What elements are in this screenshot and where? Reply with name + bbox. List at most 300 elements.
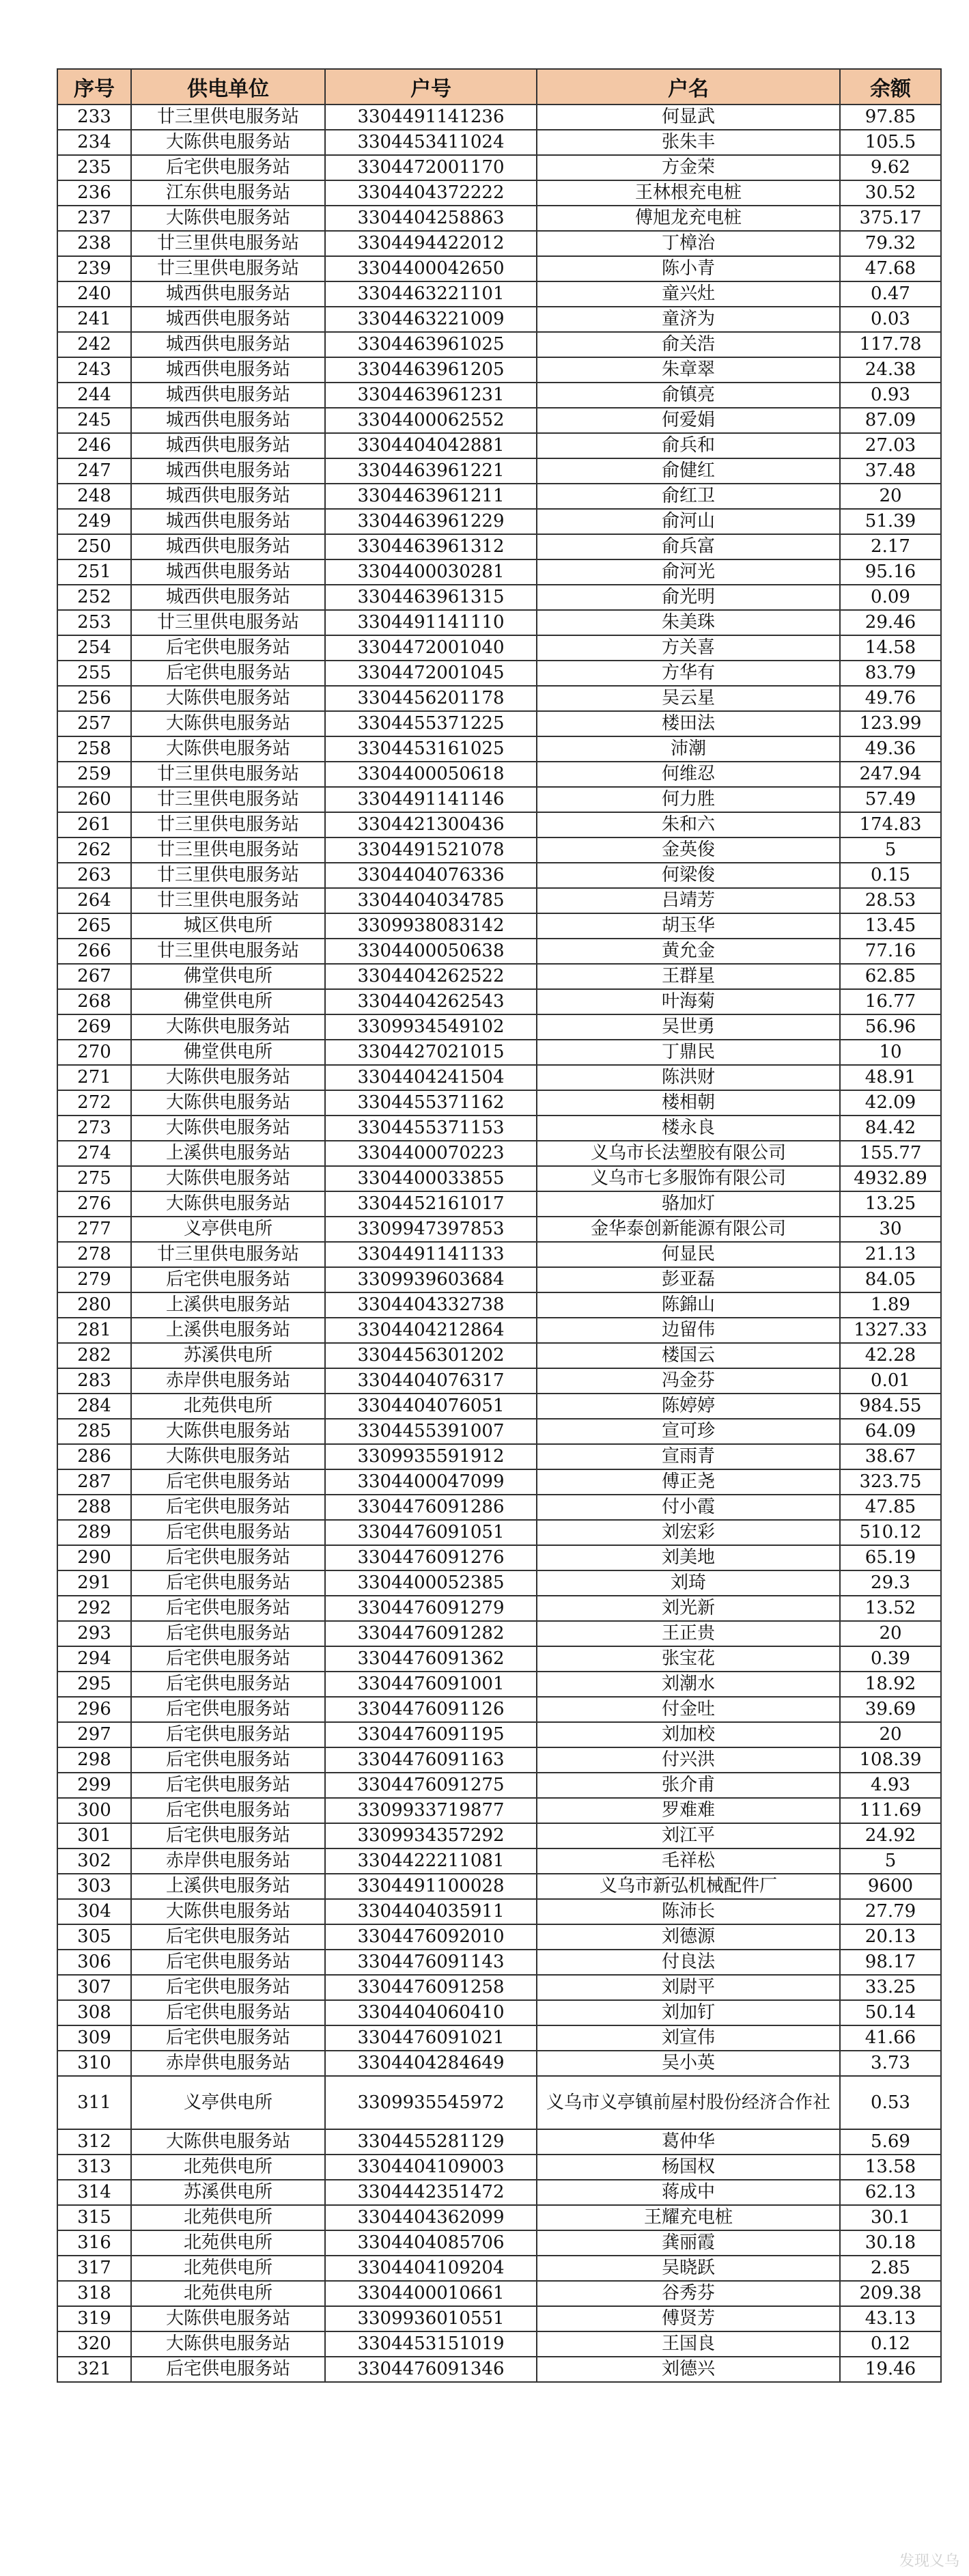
cell-account-name: 刘尉平 xyxy=(537,1975,840,2000)
cell-index: 288 xyxy=(57,1495,131,1520)
table-row xyxy=(57,2025,941,2051)
cell-supply-unit: 后宅供电服务站 xyxy=(131,1747,325,1773)
cell-balance: 5 xyxy=(840,837,941,863)
cell-account-no: 3304476091275 xyxy=(325,1773,537,1798)
cell-balance: 84.42 xyxy=(840,1116,941,1141)
cell-index: 256 xyxy=(57,686,131,711)
cell-account-no: 3304442351472 xyxy=(325,2180,537,2205)
table-row xyxy=(57,2129,941,2155)
cell-balance: 47.68 xyxy=(840,256,941,281)
table-row xyxy=(57,1950,941,1975)
table-row xyxy=(57,458,941,484)
cell-index: 316 xyxy=(57,2230,131,2256)
cell-supply-unit: 上溪供电服务站 xyxy=(131,1874,325,1899)
cell-account-name: 吴世勇 xyxy=(537,1014,840,1040)
table-header xyxy=(57,69,941,105)
cell-account-no: 3304453161025 xyxy=(325,736,537,762)
cell-account-name: 义乌市新弘机械配件厂 xyxy=(537,1874,840,1899)
cell-account-name: 吴晓跃 xyxy=(537,2256,840,2281)
cell-balance: 30.52 xyxy=(840,180,941,206)
cell-supply-unit: 后宅供电服务站 xyxy=(131,1975,325,2000)
table-row xyxy=(57,2051,941,2076)
table-row xyxy=(57,206,941,231)
cell-account-name: 刘潮水 xyxy=(537,1672,840,1697)
table-row xyxy=(57,1798,941,1823)
cell-account-name: 刘宏彩 xyxy=(537,1520,840,1545)
cell-account-name: 骆加灯 xyxy=(537,1191,840,1217)
cell-supply-unit: 城西供电服务站 xyxy=(131,408,325,433)
cell-supply-unit: 廿三里供电服务站 xyxy=(131,939,325,964)
cell-supply-unit: 苏溪供电所 xyxy=(131,1343,325,1368)
cell-account-name: 刘宣伟 xyxy=(537,2025,840,2051)
cell-account-name: 叶海菊 xyxy=(537,989,840,1014)
cell-account-no: 3304476091276 xyxy=(325,1545,537,1570)
cell-index: 309 xyxy=(57,2025,131,2051)
cell-balance: 64.09 xyxy=(840,1419,941,1444)
table-row xyxy=(57,484,941,509)
cell-index: 279 xyxy=(57,1267,131,1292)
cell-supply-unit: 义亭供电所 xyxy=(131,1217,325,1242)
table-row xyxy=(57,1217,941,1242)
cell-supply-unit: 城西供电服务站 xyxy=(131,307,325,332)
table-row xyxy=(57,1545,941,1570)
table-row xyxy=(57,1343,941,1368)
cell-index: 310 xyxy=(57,2051,131,2076)
cell-account-no: 3304463221009 xyxy=(325,307,537,332)
cell-index: 302 xyxy=(57,1848,131,1874)
cell-account-no: 3309933719877 xyxy=(325,1798,537,1823)
cell-account-no: 3309934357292 xyxy=(325,1823,537,1848)
cell-supply-unit: 城西供电服务站 xyxy=(131,484,325,509)
cell-balance: 30 xyxy=(840,1217,941,1242)
cell-index: 247 xyxy=(57,458,131,484)
cell-balance: 2.17 xyxy=(840,534,941,559)
cell-supply-unit: 后宅供电服务站 xyxy=(131,1646,325,1672)
cell-account-name: 刘美地 xyxy=(537,1545,840,1570)
cell-account-no: 3304455281129 xyxy=(325,2129,537,2155)
cell-index: 270 xyxy=(57,1040,131,1065)
cell-balance: 16.77 xyxy=(840,989,941,1014)
cell-account-no: 3304455391007 xyxy=(325,1419,537,1444)
cell-account-name: 丁鼎民 xyxy=(537,1040,840,1065)
cell-balance: 51.39 xyxy=(840,509,941,534)
table-row xyxy=(57,1924,941,1950)
cell-balance: 0.47 xyxy=(840,281,941,307)
cell-supply-unit: 后宅供电服务站 xyxy=(131,1267,325,1292)
cell-account-no: 3304404212864 xyxy=(325,1318,537,1343)
cell-index: 303 xyxy=(57,1874,131,1899)
cell-index: 304 xyxy=(57,1899,131,1924)
table-row xyxy=(57,1166,941,1191)
cell-index: 252 xyxy=(57,585,131,610)
cell-supply-unit: 廿三里供电服务站 xyxy=(131,256,325,281)
cell-account-name: 吕靖芳 xyxy=(537,888,840,913)
table-row xyxy=(57,913,941,939)
cell-balance: 1.89 xyxy=(840,1292,941,1318)
cell-supply-unit: 江东供电服务站 xyxy=(131,180,325,206)
cell-account-name: 吴小英 xyxy=(537,2051,840,2076)
cell-balance: 24.92 xyxy=(840,1823,941,1848)
cell-index: 273 xyxy=(57,1116,131,1141)
cell-balance: 33.25 xyxy=(840,1975,941,2000)
cell-index: 294 xyxy=(57,1646,131,1672)
cell-account-name: 毛祥松 xyxy=(537,1848,840,1874)
header-balance: 余额 xyxy=(840,69,941,105)
cell-index: 268 xyxy=(57,989,131,1014)
cell-balance: 5 xyxy=(840,1848,941,1874)
cell-account-no: 3304463961231 xyxy=(325,383,537,408)
cell-balance: 0.12 xyxy=(840,2331,941,2357)
cell-index: 262 xyxy=(57,837,131,863)
cell-balance: 49.36 xyxy=(840,736,941,762)
cell-account-no: 3304404109003 xyxy=(325,2155,537,2180)
table-row xyxy=(57,787,941,812)
cell-index: 239 xyxy=(57,256,131,281)
table-row xyxy=(57,989,941,1014)
cell-index: 278 xyxy=(57,1242,131,1267)
cell-account-name: 付良法 xyxy=(537,1950,840,1975)
table-row xyxy=(57,281,941,307)
cell-index: 274 xyxy=(57,1141,131,1166)
cell-balance: 0.93 xyxy=(840,383,941,408)
cell-account-no: 3304404109204 xyxy=(325,2256,537,2281)
cell-index: 259 xyxy=(57,762,131,787)
table-row xyxy=(57,2331,941,2357)
table-row xyxy=(57,1899,941,1924)
cell-account-name: 朱美珠 xyxy=(537,610,840,635)
cell-balance: 18.92 xyxy=(840,1672,941,1697)
cell-index: 233 xyxy=(57,105,131,130)
cell-balance: 50.14 xyxy=(840,2000,941,2025)
header-account-no: 户号 xyxy=(325,69,537,105)
cell-account-no: 3304421300436 xyxy=(325,812,537,837)
cell-index: 280 xyxy=(57,1292,131,1318)
table-row xyxy=(57,180,941,206)
cell-balance: 57.49 xyxy=(840,787,941,812)
cell-supply-unit: 北苑供电所 xyxy=(131,2205,325,2230)
cell-balance: 105.5 xyxy=(840,130,941,155)
cell-balance: 20 xyxy=(840,484,941,509)
cell-supply-unit: 大陈供电服务站 xyxy=(131,1899,325,1924)
cell-index: 281 xyxy=(57,1318,131,1343)
cell-account-name: 何显民 xyxy=(537,1242,840,1267)
cell-account-no: 3304404076336 xyxy=(325,863,537,888)
cell-supply-unit: 大陈供电服务站 xyxy=(131,686,325,711)
cell-index: 290 xyxy=(57,1545,131,1570)
cell-index: 255 xyxy=(57,661,131,686)
cell-supply-unit: 后宅供电服务站 xyxy=(131,1672,325,1697)
cell-account-name: 义乌市义亭镇前屋村股份经济合作社 xyxy=(537,2076,840,2129)
cell-account-name: 方华有 xyxy=(537,661,840,686)
cell-index: 242 xyxy=(57,332,131,357)
cell-account-name: 杨国权 xyxy=(537,2155,840,2180)
cell-balance: 1327.33 xyxy=(840,1318,941,1343)
cell-account-name: 王耀充电桩 xyxy=(537,2205,840,2230)
cell-account-name: 俞健红 xyxy=(537,458,840,484)
cell-index: 241 xyxy=(57,307,131,332)
table-row xyxy=(57,812,941,837)
cell-balance: 20 xyxy=(840,1722,941,1747)
cell-supply-unit: 后宅供电服务站 xyxy=(131,2000,325,2025)
cell-index: 301 xyxy=(57,1823,131,1848)
cell-account-no: 3304404060410 xyxy=(325,2000,537,2025)
table-row xyxy=(57,357,941,383)
cell-account-no: 3304404262543 xyxy=(325,989,537,1014)
cell-index: 234 xyxy=(57,130,131,155)
cell-account-no: 3304400052385 xyxy=(325,1570,537,1596)
cell-index: 248 xyxy=(57,484,131,509)
cell-balance: 62.85 xyxy=(840,964,941,989)
cell-account-no: 3304453411024 xyxy=(325,130,537,155)
cell-account-no: 3304452161017 xyxy=(325,1191,537,1217)
cell-index: 276 xyxy=(57,1191,131,1217)
cell-index: 263 xyxy=(57,863,131,888)
cell-balance: 95.16 xyxy=(840,559,941,585)
cell-index: 283 xyxy=(57,1368,131,1394)
cell-account-name: 朱和六 xyxy=(537,812,840,837)
table-row xyxy=(57,686,941,711)
cell-account-no: 3304491521078 xyxy=(325,837,537,863)
table-row xyxy=(57,332,941,357)
cell-supply-unit: 北苑供电所 xyxy=(131,1394,325,1419)
cell-supply-unit: 大陈供电服务站 xyxy=(131,2129,325,2155)
cell-account-name: 刘加钉 xyxy=(537,2000,840,2025)
cell-balance: 510.12 xyxy=(840,1520,941,1545)
cell-balance: 174.83 xyxy=(840,812,941,837)
cell-balance: 30.18 xyxy=(840,2230,941,2256)
cell-supply-unit: 城西供电服务站 xyxy=(131,509,325,534)
cell-account-no: 3304400033855 xyxy=(325,1166,537,1191)
cell-supply-unit: 大陈供电服务站 xyxy=(131,130,325,155)
cell-account-no: 3304491141236 xyxy=(325,105,537,130)
cell-account-no: 3304404034785 xyxy=(325,888,537,913)
cell-index: 284 xyxy=(57,1394,131,1419)
cell-balance: 29.46 xyxy=(840,610,941,635)
cell-account-name: 宣可珍 xyxy=(537,1419,840,1444)
cell-account-no: 3304400062552 xyxy=(325,408,537,433)
cell-supply-unit: 大陈供电服务站 xyxy=(131,1191,325,1217)
cell-account-no: 3304491100028 xyxy=(325,1874,537,1899)
cell-balance: 13.52 xyxy=(840,1596,941,1621)
cell-account-no: 3304463961025 xyxy=(325,332,537,357)
cell-account-no: 3304400042650 xyxy=(325,256,537,281)
header-account-name: 户名 xyxy=(537,69,840,105)
cell-index: 277 xyxy=(57,1217,131,1242)
cell-account-name: 何维忍 xyxy=(537,762,840,787)
cell-account-name: 俞镇亮 xyxy=(537,383,840,408)
cell-account-no: 3304494422012 xyxy=(325,231,537,256)
cell-index: 317 xyxy=(57,2256,131,2281)
table-row xyxy=(57,2357,941,2382)
cell-supply-unit: 上溪供电服务站 xyxy=(131,1141,325,1166)
cell-balance: 47.85 xyxy=(840,1495,941,1520)
table-row xyxy=(57,1116,941,1141)
cell-supply-unit: 廿三里供电服务站 xyxy=(131,837,325,863)
cell-account-name: 楼永良 xyxy=(537,1116,840,1141)
cell-account-no: 3304476091021 xyxy=(325,2025,537,2051)
cell-account-no: 3304455371225 xyxy=(325,711,537,736)
cell-account-no: 3309936010551 xyxy=(325,2306,537,2331)
cell-supply-unit: 后宅供电服务站 xyxy=(131,1722,325,1747)
cell-account-no: 3304472001170 xyxy=(325,155,537,180)
cell-balance: 13.45 xyxy=(840,913,941,939)
cell-balance: 42.09 xyxy=(840,1090,941,1116)
cell-balance: 37.48 xyxy=(840,458,941,484)
cell-account-name: 俞河山 xyxy=(537,509,840,534)
cell-supply-unit: 赤岸供电服务站 xyxy=(131,1368,325,1394)
cell-index: 243 xyxy=(57,357,131,383)
table-row xyxy=(57,1090,941,1116)
cell-supply-unit: 后宅供电服务站 xyxy=(131,2357,325,2382)
cell-account-name: 俞关浩 xyxy=(537,332,840,357)
cell-balance: 5.69 xyxy=(840,2129,941,2155)
cell-balance: 0.53 xyxy=(840,2076,941,2129)
cell-supply-unit: 大陈供电服务站 xyxy=(131,1166,325,1191)
cell-balance: 323.75 xyxy=(840,1469,941,1495)
table-row xyxy=(57,1697,941,1722)
cell-supply-unit: 后宅供电服务站 xyxy=(131,1823,325,1848)
cell-supply-unit: 大陈供电服务站 xyxy=(131,1444,325,1469)
cell-index: 240 xyxy=(57,281,131,307)
table-row xyxy=(57,1874,941,1899)
cell-account-name: 张宝花 xyxy=(537,1646,840,1672)
cell-account-no: 3304476092010 xyxy=(325,1924,537,1950)
cell-index: 238 xyxy=(57,231,131,256)
cell-account-no: 3309938083142 xyxy=(325,913,537,939)
cell-index: 266 xyxy=(57,939,131,964)
cell-supply-unit: 大陈供电服务站 xyxy=(131,1419,325,1444)
cell-balance: 27.79 xyxy=(840,1899,941,1924)
cell-balance: 42.28 xyxy=(840,1343,941,1368)
cell-account-name: 彭亚磊 xyxy=(537,1267,840,1292)
cell-account-name: 傅旭龙充电桩 xyxy=(537,206,840,231)
table-row xyxy=(57,1014,941,1040)
cell-balance: 0.01 xyxy=(840,1368,941,1394)
table-row xyxy=(57,1444,941,1469)
cell-account-name: 刘光新 xyxy=(537,1596,840,1621)
cell-account-no: 3304404372222 xyxy=(325,180,537,206)
table-row xyxy=(57,1596,941,1621)
cell-account-no: 3304463961315 xyxy=(325,585,537,610)
table-row xyxy=(57,1848,941,1874)
cell-supply-unit: 廿三里供电服务站 xyxy=(131,787,325,812)
table-body xyxy=(57,105,941,2382)
table-row xyxy=(57,433,941,458)
cell-supply-unit: 后宅供电服务站 xyxy=(131,661,325,686)
cell-account-no: 3304476091258 xyxy=(325,1975,537,2000)
cell-index: 244 xyxy=(57,383,131,408)
cell-account-no: 3304453151019 xyxy=(325,2331,537,2357)
cell-balance: 9.62 xyxy=(840,155,941,180)
cell-account-no: 3304476091001 xyxy=(325,1672,537,1697)
cell-index: 253 xyxy=(57,610,131,635)
cell-index: 267 xyxy=(57,964,131,989)
cell-index: 269 xyxy=(57,1014,131,1040)
table-row xyxy=(57,635,941,661)
table-row xyxy=(57,2306,941,2331)
cell-account-name: 童兴灶 xyxy=(537,281,840,307)
cell-account-no: 3304472001040 xyxy=(325,635,537,661)
cell-supply-unit: 城区供电所 xyxy=(131,913,325,939)
cell-account-no: 3304427021015 xyxy=(325,1040,537,1065)
cell-index: 293 xyxy=(57,1621,131,1646)
cell-balance: 155.77 xyxy=(840,1141,941,1166)
cell-account-name: 张朱丰 xyxy=(537,130,840,155)
cell-index: 250 xyxy=(57,534,131,559)
table-row xyxy=(57,762,941,787)
cell-account-no: 3304404076051 xyxy=(325,1394,537,1419)
cell-supply-unit: 后宅供电服务站 xyxy=(131,1545,325,1570)
table-row xyxy=(57,408,941,433)
cell-supply-unit: 后宅供电服务站 xyxy=(131,1924,325,1950)
table-row xyxy=(57,888,941,913)
cell-account-name: 陈沛长 xyxy=(537,1899,840,1924)
cell-balance: 98.17 xyxy=(840,1950,941,1975)
cell-supply-unit: 廿三里供电服务站 xyxy=(131,1242,325,1267)
table-row xyxy=(57,231,941,256)
cell-balance: 39.69 xyxy=(840,1697,941,1722)
cell-account-no: 3304463221101 xyxy=(325,281,537,307)
cell-account-no: 3304463961221 xyxy=(325,458,537,484)
cell-balance: 87.09 xyxy=(840,408,941,433)
cell-account-name: 王国良 xyxy=(537,2331,840,2357)
cell-index: 299 xyxy=(57,1773,131,1798)
cell-balance: 984.55 xyxy=(840,1394,941,1419)
table-row xyxy=(57,1242,941,1267)
cell-balance: 13.25 xyxy=(840,1191,941,1217)
cell-account-name: 陈錦山 xyxy=(537,1292,840,1318)
cell-account-name: 葛仲华 xyxy=(537,2129,840,2155)
cell-supply-unit: 佛堂供电所 xyxy=(131,964,325,989)
cell-balance: 247.94 xyxy=(840,762,941,787)
table-row xyxy=(57,964,941,989)
cell-index: 265 xyxy=(57,913,131,939)
table-row xyxy=(57,1722,941,1747)
cell-account-name: 龚丽霞 xyxy=(537,2230,840,2256)
cell-account-name: 张介甫 xyxy=(537,1773,840,1798)
cell-supply-unit: 廿三里供电服务站 xyxy=(131,231,325,256)
balance-table xyxy=(57,68,942,2383)
cell-account-name: 金英俊 xyxy=(537,837,840,863)
table-row xyxy=(57,509,941,534)
cell-supply-unit: 城西供电服务站 xyxy=(131,585,325,610)
cell-index: 295 xyxy=(57,1672,131,1697)
cell-supply-unit: 大陈供电服务站 xyxy=(131,736,325,762)
cell-account-no: 3304476091346 xyxy=(325,2357,537,2382)
table-row xyxy=(57,1040,941,1065)
cell-account-name: 冯金芬 xyxy=(537,1368,840,1394)
cell-account-name: 胡玉华 xyxy=(537,913,840,939)
cell-account-no: 3304404042881 xyxy=(325,433,537,458)
cell-supply-unit: 廿三里供电服务站 xyxy=(131,762,325,787)
cell-supply-unit: 后宅供电服务站 xyxy=(131,2025,325,2051)
cell-account-no: 3304463961205 xyxy=(325,357,537,383)
cell-account-no: 3304463961229 xyxy=(325,509,537,534)
cell-index: 257 xyxy=(57,711,131,736)
cell-index: 318 xyxy=(57,2281,131,2306)
cell-index: 314 xyxy=(57,2180,131,2205)
cell-balance: 0.03 xyxy=(840,307,941,332)
cell-account-name: 何显武 xyxy=(537,105,840,130)
cell-index: 315 xyxy=(57,2205,131,2230)
cell-supply-unit: 后宅供电服务站 xyxy=(131,1596,325,1621)
cell-supply-unit: 廿三里供电服务站 xyxy=(131,863,325,888)
cell-account-no: 3304476091126 xyxy=(325,1697,537,1722)
table-row xyxy=(57,534,941,559)
cell-balance: 24.38 xyxy=(840,357,941,383)
cell-index: 246 xyxy=(57,433,131,458)
cell-supply-unit: 大陈供电服务站 xyxy=(131,2306,325,2331)
